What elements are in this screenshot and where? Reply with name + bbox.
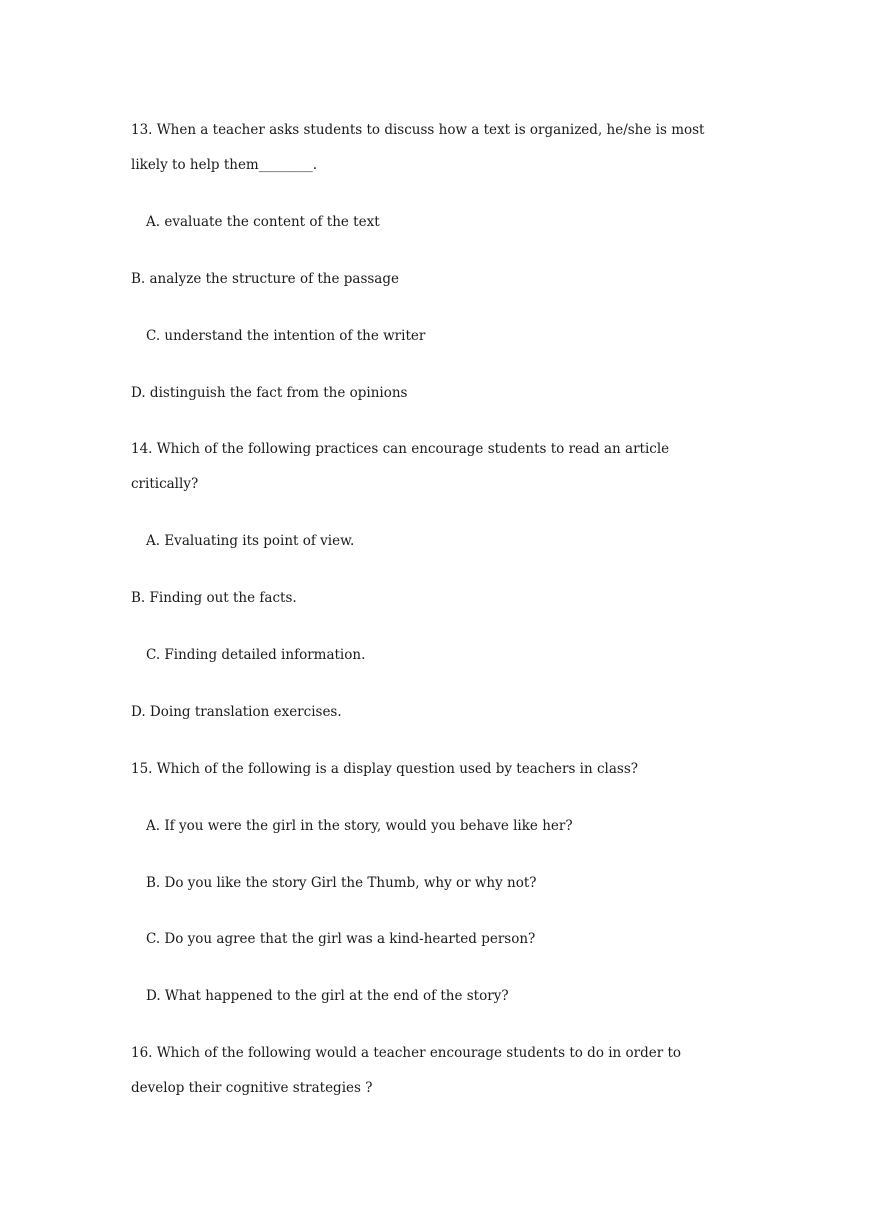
- question-15-text-line-1: 15. Which of the following is a display question used by teachers in class?: [131, 761, 639, 777]
- question-15-option-c: C. Do you agree that the girl was a kind-hearted person?: [146, 931, 536, 947]
- question-15-option-b: B. Do you like the story Girl the Thumb, why or why not?: [146, 875, 537, 891]
- question-13-option-c: C. understand the intention of the writer: [146, 328, 426, 344]
- question-15-option-a: A. If you were the girl in the story, would you behave like her?: [146, 818, 573, 834]
- question-14-option-c: C. Finding detailed information.: [146, 647, 366, 663]
- question-13-text-line-2: likely to help them________.: [131, 157, 318, 173]
- question-13-option-d: D. distinguish the fact from the opinions: [131, 385, 408, 401]
- question-16-text-line-1: 16. Which of the following would a teacher encourage students to do in order to: [131, 1045, 682, 1061]
- question-14-option-a: A. Evaluating its point of view.: [146, 533, 355, 549]
- question-13-option-b: B. analyze the structure of the passage: [131, 271, 399, 287]
- question-14-text-line-2: critically?: [131, 476, 199, 492]
- question-13-text-line-1: 13. When a teacher asks students to discuss how a text is organized, he/she is most: [131, 122, 705, 138]
- question-13-option-a: A. evaluate the content of the text: [146, 214, 380, 230]
- question-14-option-b: B. Finding out the facts.: [131, 590, 297, 606]
- question-14-option-d: D. Doing translation exercises.: [131, 704, 342, 720]
- question-15-option-d: D. What happened to the girl at the end of the story?: [146, 988, 509, 1004]
- question-16-text-line-2: develop their cognitive strategies ?: [131, 1080, 373, 1096]
- question-14-text-line-1: 14. Which of the following practices can encourage students to read an article: [131, 441, 670, 457]
